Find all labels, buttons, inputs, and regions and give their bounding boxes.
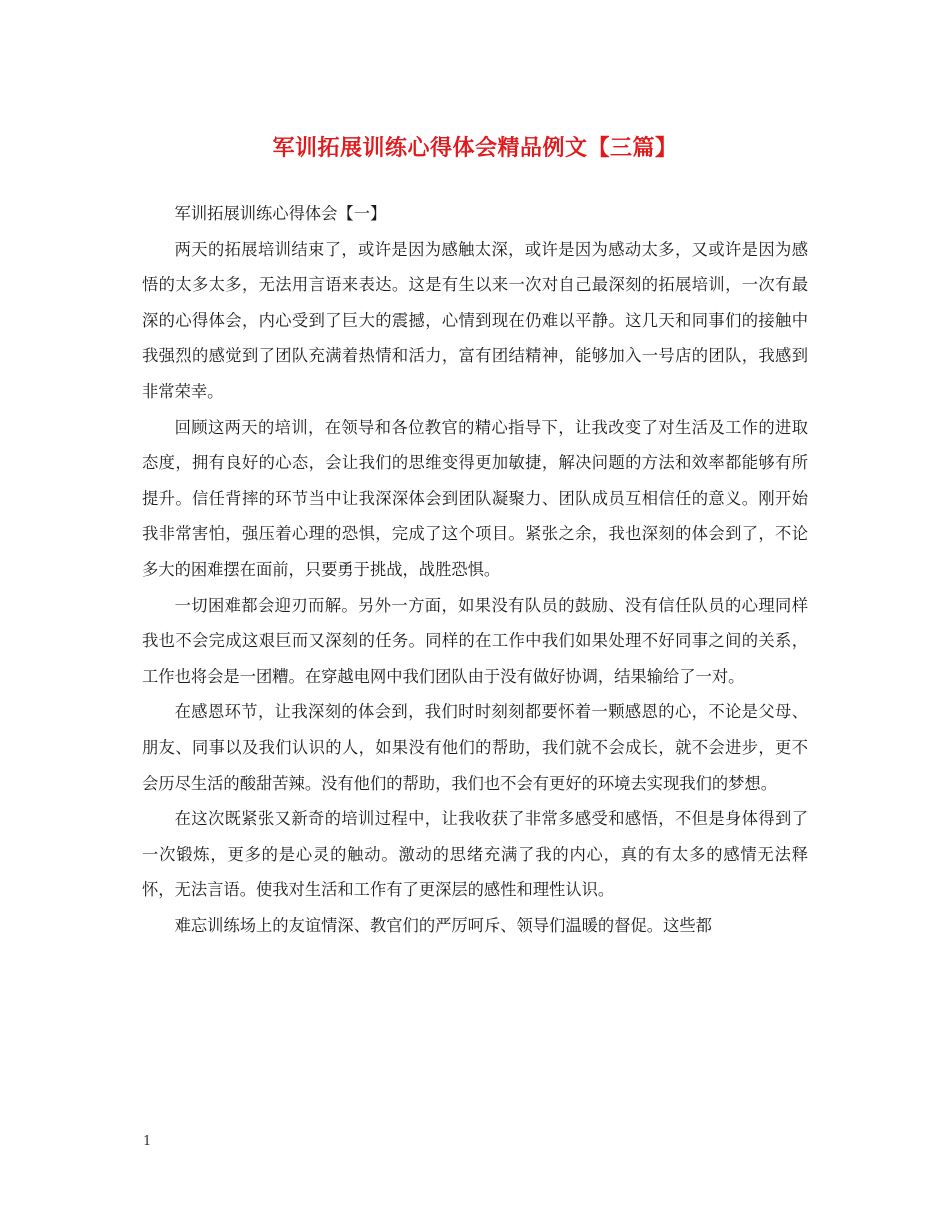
document-body <box>142 196 808 943</box>
paragraph: 在这次既紧张又新奇的培训过程中，让我收获了非常多感受和感悟，不但是身体得到了一次锻炼，更多的是心灵的触动。激动的思绪充满了我的内心，真的有太多的感情无法释怀，无法言语。使我对生活和工作有了更深层的感性和理性认识。 <box>142 809 808 900</box>
paragraph: 在感恩环节，让我深刻的体会到，我们时时刻刻都要怀着一颗感恩的心，不论是父母、朋友、同事以及我们认识的人，如果没有他们的帮助，我们就不会成长，就不会进步，更不会历尽生活的酸甜苦辣。没有他们的帮助，我们也不会有更好的环境去实现我们的梦想。 <box>142 702 808 793</box>
paragraph: 回顾这两天的培训，在领导和各位教官的精心指导下，让我改变了对生活及工作的进取态度，拥有良好的心态，会让我们的思维变得更加敏捷，解决问题的方法和效率都能够有所提升。信任背摔的环节当中让我深深体会到团队凝聚力、团队成员互相信任的意义。刚开始我非常害怕，强压着心理的恐惧，完成了这个项目。紧张之余，我也深刻的体会到了，不论多大的困难摆在面前，只要勇于挑战，战胜恐惧。 <box>142 417 808 579</box>
document-title: 军训拓展训练心得体会精品例文【三篇】 <box>272 135 678 161</box>
paragraph: 难忘训练场上的友谊情深、教官们的严厉呵斥、领导们温暖的督促。这些都 <box>174 915 712 935</box>
page-number: 1 <box>143 1134 152 1149</box>
paragraph: 两天的拓展培训结束了，或许是因为感触太深，或许是因为感动太多，又或许是因为感悟的太多太多，无法用言语来表达。这是有生以来一次对自己最深刻的拓展培训，一次有最深的心得体会，内心受到了巨大的震撼，心情到现在仍难以平静。这几天和同事们的接触中我强烈的感觉到了团队充满着热情和活力，富有团结精神，能够加入一号店的团队，我感到非常荣幸。 <box>142 239 808 401</box>
section-heading: 军训拓展训练心得体会【一】 <box>174 204 387 223</box>
paragraph: 一切困难都会迎刃而解。另外一方面，如果没有队员的鼓励、没有信任队员的心理同样我也不会完成这艰巨而又深刻的任务。同样的在工作中我们如果处理不好同事之间的关系，工作也将会是一团糟。在穿越电网中我们团队由于没有做好协调，结果输给了一对。 <box>142 595 808 686</box>
